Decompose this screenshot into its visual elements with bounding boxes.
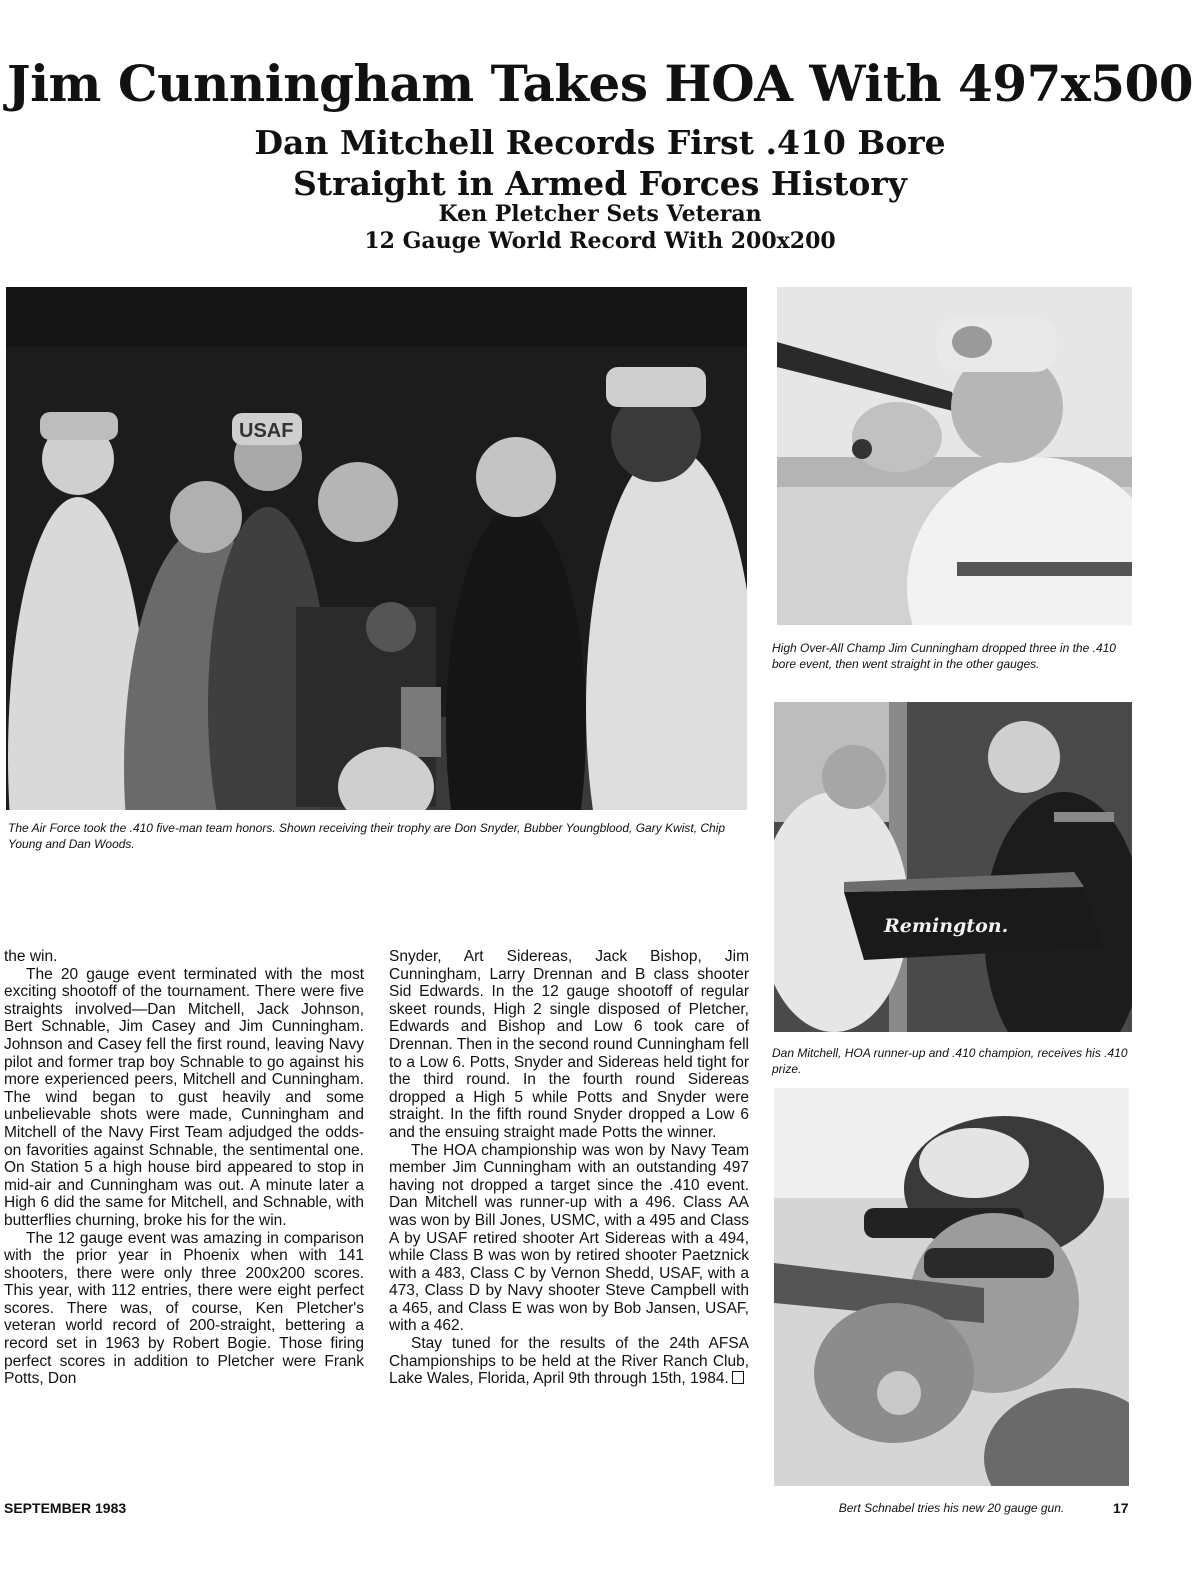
end-mark-icon (732, 1371, 744, 1384)
champion-photo-caption: High Over-All Champ Jim Cunningham dropped three in the .410 bore event, then went straight in the other gauges. (772, 641, 1116, 671)
column-1-paragraph-3: The 12 gauge event was amazing in comparison with the prior year in Phoenix when with 141 shooters, there were only three 200x200 scores. This year, with 112 entries, there were eight perfect scores. There was, of course, Ken Pletcher's veteran world record of 200-straight, bettering a record set in 1963 by Robert Bogie. Those firing perfect scores in addition to Pletcher were Frank Potts, Don (4, 1229, 364, 1388)
column-1-paragraph-1: the win. (4, 948, 58, 965)
prize-presentation-photo (774, 702, 1132, 1032)
secondary-subheadline-line-1: Ken Pletcher Sets Veteran (438, 201, 762, 227)
column-2-paragraph-2: The HOA championship was won by Navy Team member Jim Cunningham with an outstanding 497 having not dropped a target since the .410 event. Dan Mitchell was runner-up with a 496. Class AA was won by Bill Jones, USMC, with a 495 and Class A by USAF retired shooter Art Sidereas with a 494, while Class B was won by retired shooter Paetznick with a 483, Class C by Vernon Shedd, USAF, with a 473, Class D by Navy shooter Steve Campbell with a 465, and Class E was won by Bob Jansen, USAF, with a 462. (389, 1141, 749, 1335)
gun-photo-caption: Bert Schnabel tries his new 20 gauge gun. (838, 1501, 1065, 1515)
article-column-2 (389, 948, 749, 1388)
column-1-paragraph-2: The 20 gauge event terminated with the most exciting shootoff of the tournament. There were five straights involved—Dan Mitchell, Jack Johnson, Bert Schnable, Jim Casey and Jim Cunningham. Johnson and Casey fell the first round, leaving Navy pilot and former trap boy Schnable to go against his more experienced peers, Mitchell and Cunningham. The wind began to gust heavily and some unbelievable shots were made, Cunningham and Mitchell of the Navy First Team adjudged the odds-on favorities against Schnable, the sentimental one. On Station 5 a high house bird appeared to stop in mid-air and Cunningham was out. A minute later a High 6 did the same for Mitchell, and Schnable, with butterflies churning, broke his for the win. (4, 965, 364, 1229)
team-trophy-photo (6, 287, 747, 810)
secondary-subheadline (0, 201, 1200, 255)
prize-photo-caption: Dan Mitchell, HOA runner-up and .410 champion, receives his .410 prize. (772, 1046, 1128, 1076)
column-2-paragraph-3 (389, 1335, 749, 1388)
subheadline (0, 122, 1200, 204)
column-2-paragraph-1: Snyder, Art Sidereas, Jack Bishop, Jim Cunningham, Larry Drennan and B class shooter Sid Edwards. In the 12 gauge shootoff of regular skeet rounds, High 2 single disposed of Pletcher, Edwards and Bishop and Low 6 took care of Drennan. Then in the second round Cunningham fell to a Low 6. Potts, Snyder and Sidereas held tight for the third round. In the fourth round Sidereas dropped a High 5 while Potts and Snyder were straight. In the fifth round Snyder dropped a Low 6 and the ensuing straight made Potts the winner. (389, 948, 749, 1141)
page-number: 17 (1113, 1500, 1129, 1516)
closing-sentence: Stay tuned for the results of the 24th AFSA Championships to be held at the River Ranch Club, Lake Wales, Florida, April 9th through 15th, 1984. (389, 1335, 749, 1388)
new-gun-photo (774, 1088, 1129, 1486)
team-photo-caption: The Air Force took the .410 five-man team honors. Shown receiving their trophy are Don Snyder, Bubber Youngblood, Gary Kwist, Chip Young and Dan Woods. (8, 821, 726, 851)
usaf-cap-lettering: USAF (239, 420, 294, 442)
subheadline-line-2: Straight in Armed Forces History (293, 164, 907, 203)
subheadline-line-1: Dan Mitchell Records First .410 Bore (254, 123, 946, 162)
article-column-1 (4, 948, 364, 1388)
issue-date: SEPTEMBER 1983 (4, 1500, 127, 1516)
headline: Jim Cunningham Takes HOA With 497x500 (6, 54, 1194, 113)
champion-shooting-photo (777, 287, 1132, 625)
remington-box-label: Remington. (884, 915, 1009, 937)
secondary-subheadline-line-2: 12 Gauge World Record With 200x200 (364, 228, 836, 254)
